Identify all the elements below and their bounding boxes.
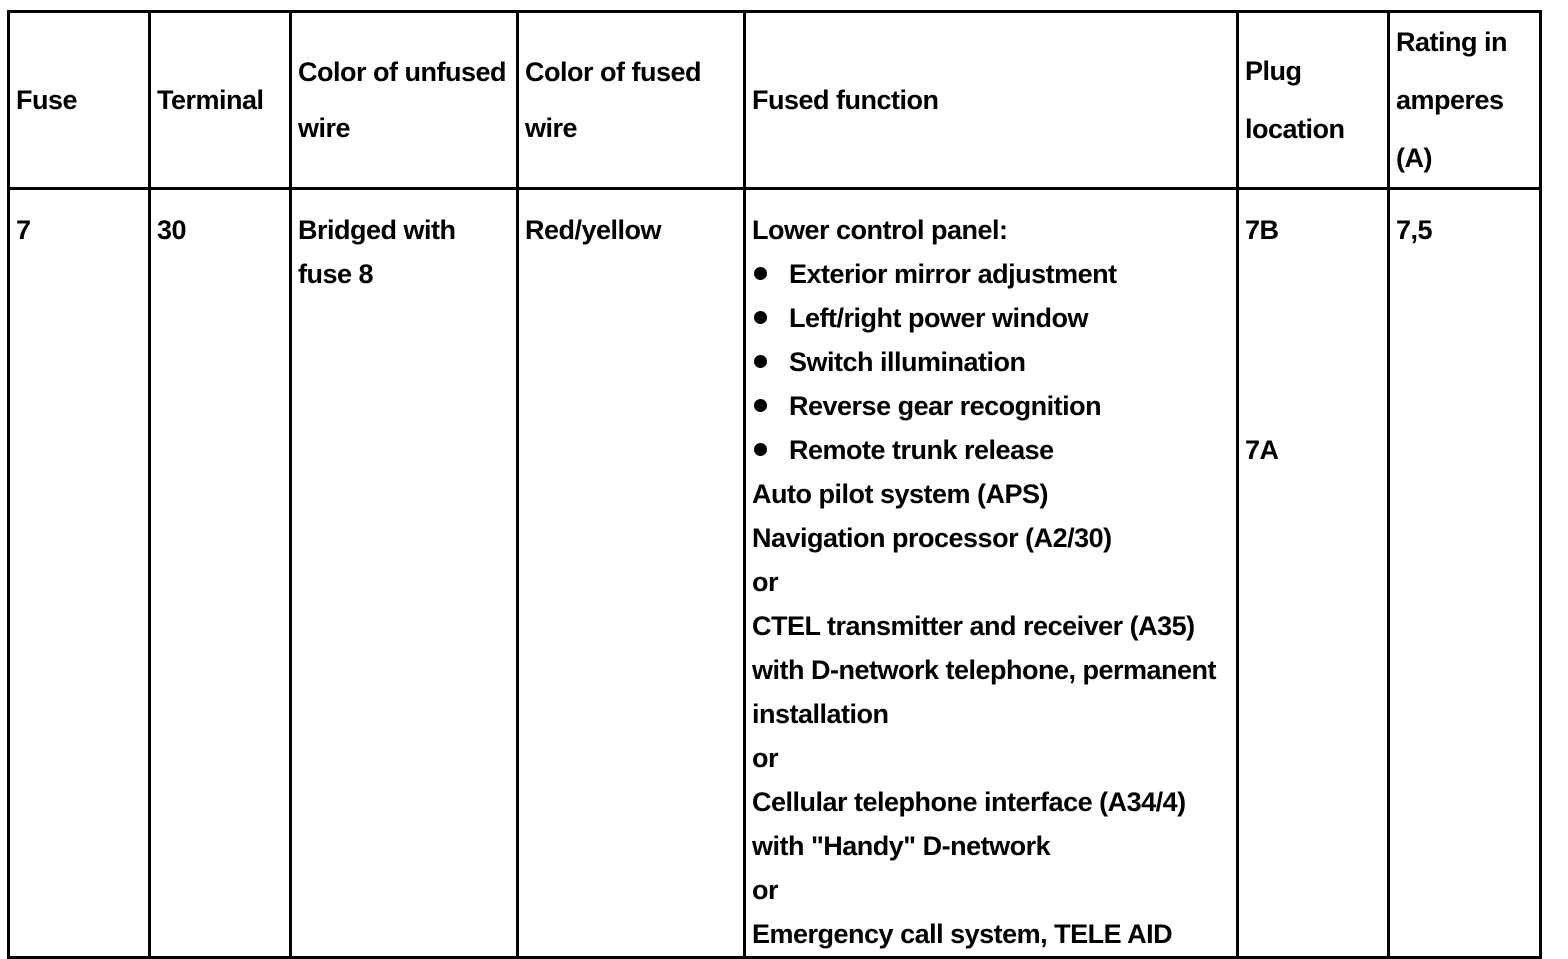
table-row bbox=[9, 189, 1541, 958]
header-row bbox=[9, 12, 1541, 189]
bullet-label: Switch illumination bbox=[789, 347, 1026, 377]
cell-fused-function bbox=[745, 189, 1238, 958]
plug-location-7a: 7A bbox=[1245, 435, 1279, 465]
fuse-table bbox=[7, 10, 1542, 959]
header-rating: Rating in amperes (A) bbox=[1389, 12, 1541, 189]
bullet-item bbox=[752, 384, 1230, 428]
bullet-label: Left/right power window bbox=[789, 303, 1088, 333]
function-or-2: or bbox=[752, 743, 778, 773]
cell-fuse: 7 bbox=[9, 189, 150, 958]
function-or-1: or bbox=[752, 567, 778, 597]
bullet-dot-icon bbox=[754, 399, 767, 412]
bullet-item bbox=[752, 428, 1230, 472]
function-navigation: Navigation processor (A2/30) bbox=[752, 523, 1112, 553]
cell-terminal: 30 bbox=[150, 189, 291, 958]
bullet-dot-icon bbox=[754, 443, 767, 456]
header-plug-location: Plug location bbox=[1238, 12, 1389, 189]
bullet-dot-icon bbox=[754, 267, 767, 280]
bullet-label: Reverse gear recognition bbox=[789, 391, 1102, 421]
plug-spacer bbox=[1245, 252, 1381, 428]
header-fused-wire-color: Color of fused wire bbox=[518, 12, 745, 189]
bullet-item bbox=[752, 296, 1230, 340]
header-terminal: Terminal bbox=[150, 12, 291, 189]
cell-unfused-wire-color: Bridged with fuse 8 bbox=[291, 189, 518, 958]
header-unfused-wire-color: Color of unfused wire bbox=[291, 12, 518, 189]
function-aps: Auto pilot system (APS) bbox=[752, 479, 1049, 509]
function-or-3: or bbox=[752, 875, 778, 905]
plug-location-7b: 7B bbox=[1245, 215, 1279, 245]
function-intro: Lower control panel: bbox=[752, 215, 1008, 245]
bullet-label: Exterior mirror adjustment bbox=[789, 259, 1117, 289]
function-ctel: CTEL transmitter and receiver (A35) with D-network telephone, permanent installation bbox=[752, 611, 1217, 729]
cell-fused-wire-color: Red/yellow bbox=[518, 189, 745, 958]
bullet-dot-icon bbox=[754, 355, 767, 368]
bullet-item bbox=[752, 252, 1230, 296]
bullet-dot-icon bbox=[754, 311, 767, 324]
cell-plug-location bbox=[1238, 189, 1389, 958]
function-emergency: Emergency call system, TELE AID bbox=[752, 919, 1173, 949]
bullet-label: Remote trunk release bbox=[789, 435, 1054, 465]
function-cellular: Cellular telephone interface (A34/4) with "Handy" D-network bbox=[752, 787, 1186, 861]
header-fused-function: Fused function bbox=[745, 12, 1238, 189]
bullet-item bbox=[752, 340, 1230, 384]
cell-rating: 7,5 bbox=[1389, 189, 1541, 958]
header-fuse: Fuse bbox=[9, 12, 150, 189]
